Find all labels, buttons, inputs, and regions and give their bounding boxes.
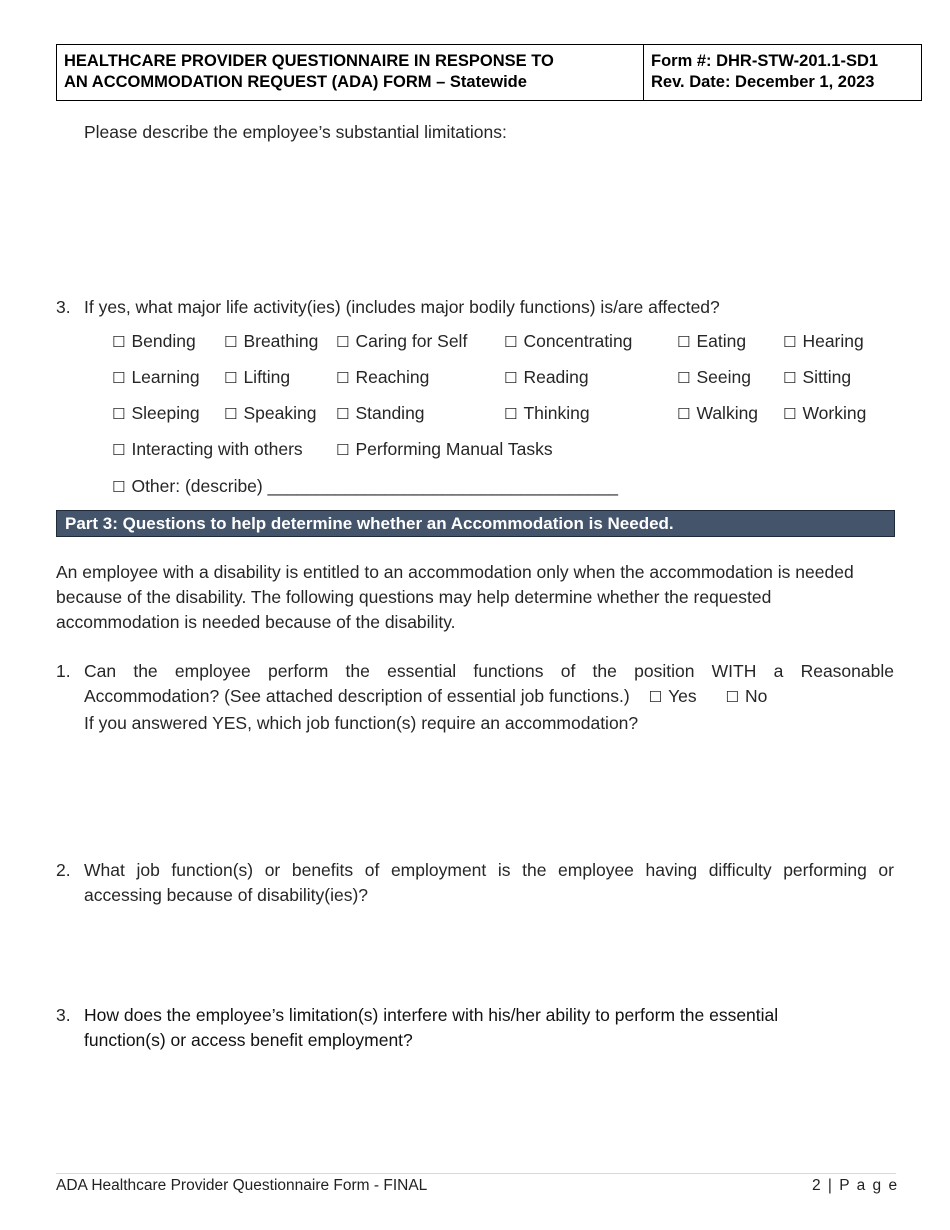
other-describe-field[interactable]: Other: (describe) ____________________________________ bbox=[131, 476, 618, 496]
q1-text-line2: Accommodation? (See attached description of essential job functions.) ☐ Yes ☐ No bbox=[84, 686, 768, 706]
checkbox-icon[interactable]: ☐ bbox=[648, 688, 663, 706]
checkbox-learning[interactable]: ☐ Learning bbox=[112, 367, 200, 387]
checkbox-icon[interactable]: ☐ bbox=[783, 405, 797, 423]
q3-text-line2: function(s) or access benefit employment? bbox=[84, 1030, 413, 1050]
checkbox-lifting[interactable]: ☐ Lifting bbox=[224, 367, 291, 387]
q2-text-line2: accessing because of disability(ies)? bbox=[84, 885, 369, 905]
checkbox-performing-manual-tasks[interactable]: ☐ Performing Manual Tasks bbox=[336, 439, 553, 459]
part3-heading: Part 3: Questions to help determine whether an Accommodation is Needed. bbox=[56, 510, 895, 537]
checkbox-icon[interactable]: ☐ bbox=[504, 405, 518, 423]
checkbox-reaching[interactable]: ☐ Reaching bbox=[336, 367, 430, 387]
q1-text-line1: Can the employee perform the essential functions of the position WITH a Reasonable bbox=[84, 661, 894, 681]
question-number: 1. bbox=[56, 661, 71, 681]
question-number: 2. bbox=[56, 860, 71, 880]
checkbox-icon[interactable]: ☐ bbox=[224, 333, 238, 351]
checkbox-concentrating[interactable]: ☐ Concentrating bbox=[504, 331, 633, 351]
checkbox-icon[interactable]: ☐ bbox=[224, 405, 238, 423]
checkbox-icon[interactable]: ☐ bbox=[677, 369, 691, 387]
checkbox-breathing[interactable]: ☐ Breathing bbox=[224, 331, 319, 351]
checkbox-icon[interactable]: ☐ bbox=[783, 369, 797, 387]
checkbox-icon[interactable]: ☐ bbox=[112, 369, 126, 387]
page-number: 2 | P a g e bbox=[812, 1177, 899, 1194]
q2-text-line1: What job function(s) or benefits of employment is the employee having difficulty performing or bbox=[84, 860, 894, 880]
checkbox-sleeping[interactable]: ☐ Sleeping bbox=[112, 403, 200, 423]
part3-intro-line1: An employee with a disability is entitled to an accommodation only when the accommodation is needed bbox=[56, 562, 854, 582]
form-title-line2: AN ACCOMMODATION REQUEST (ADA) FORM – Statewide bbox=[64, 73, 527, 91]
question-number: 3. bbox=[56, 1005, 71, 1025]
revision-date: Rev. Date: December 1, 2023 bbox=[651, 73, 875, 91]
checkbox-icon[interactable]: ☐ bbox=[504, 369, 518, 387]
checkbox-reading[interactable]: ☐ Reading bbox=[504, 367, 589, 387]
checkbox-working[interactable]: ☐ Working bbox=[783, 403, 867, 423]
checkbox-icon[interactable]: ☐ bbox=[112, 441, 126, 459]
checkbox-caring-for-self[interactable]: ☐ Caring for Self bbox=[336, 331, 468, 351]
checkbox-icon[interactable]: ☐ bbox=[504, 333, 518, 351]
footer-title: ADA Healthcare Provider Questionnaire Form - FINAL bbox=[56, 1177, 428, 1194]
checkbox-icon[interactable]: ☐ bbox=[336, 333, 350, 351]
checkbox-icon[interactable]: ☐ bbox=[336, 405, 350, 423]
checkbox-seeing[interactable]: ☐ Seeing bbox=[677, 367, 751, 387]
q1-no-option[interactable]: ☐ No bbox=[725, 686, 768, 706]
form-title-line1: HEALTHCARE PROVIDER QUESTIONNAIRE IN RESPONSE TO bbox=[64, 52, 554, 70]
q1-yes-option[interactable]: ☐ Yes bbox=[648, 686, 697, 706]
checkbox-hearing[interactable]: ☐ Hearing bbox=[783, 331, 864, 351]
checkbox-icon[interactable]: ☐ bbox=[783, 333, 797, 351]
footer-divider bbox=[56, 1173, 896, 1174]
form-number: Form #: DHR-STW-201.1-SD1 bbox=[651, 52, 879, 70]
checkbox-interacting-with-others[interactable]: ☐ Interacting with others bbox=[112, 439, 303, 459]
part3-intro-line2: because of the disability. The following questions may help determine whether the requested bbox=[56, 587, 772, 607]
checkbox-icon[interactable]: ☐ bbox=[112, 333, 126, 351]
checkbox-bending[interactable]: ☐ Bending bbox=[112, 331, 196, 351]
checkbox-icon[interactable]: ☐ bbox=[112, 405, 126, 423]
q3-text-line1: How does the employee’s limitation(s) interfere with his/her ability to perform the essential bbox=[84, 1005, 779, 1025]
form-meta bbox=[644, 45, 921, 100]
life-activity-question: If yes, what major life activity(ies) (includes major bodily functions) is/are affected? bbox=[84, 297, 720, 317]
checkbox-sitting[interactable]: ☐ Sitting bbox=[783, 367, 852, 387]
checkbox-speaking[interactable]: ☐ Speaking bbox=[224, 403, 317, 423]
form-title bbox=[57, 45, 644, 100]
checkbox-icon[interactable]: ☐ bbox=[336, 369, 350, 387]
checkbox-icon[interactable]: ☐ bbox=[224, 369, 238, 387]
checkbox-icon[interactable]: ☐ bbox=[725, 688, 739, 706]
q1-followup: If you answered YES, which job function(s) require an accommodation? bbox=[84, 713, 639, 733]
checkbox-eating[interactable]: ☐ Eating bbox=[677, 331, 747, 351]
checkbox-walking[interactable]: ☐ Walking bbox=[677, 403, 759, 423]
question-number: 3. bbox=[56, 297, 71, 317]
checkbox-standing[interactable]: ☐ Standing bbox=[336, 403, 425, 423]
limitations-prompt: Please describe the employee’s substantial limitations: bbox=[84, 122, 507, 142]
part3-intro-line3: accommodation is needed because of the disability. bbox=[56, 612, 456, 632]
checkbox-icon[interactable]: ☐ bbox=[677, 405, 691, 423]
checkbox-icon[interactable]: ☐ bbox=[677, 333, 691, 351]
checkbox-thinking[interactable]: ☐ Thinking bbox=[504, 403, 590, 423]
checkbox-icon[interactable]: ☐ bbox=[112, 478, 126, 496]
checkbox-other[interactable] bbox=[112, 474, 618, 499]
form-header bbox=[56, 44, 922, 101]
checkbox-icon[interactable]: ☐ bbox=[336, 441, 350, 459]
